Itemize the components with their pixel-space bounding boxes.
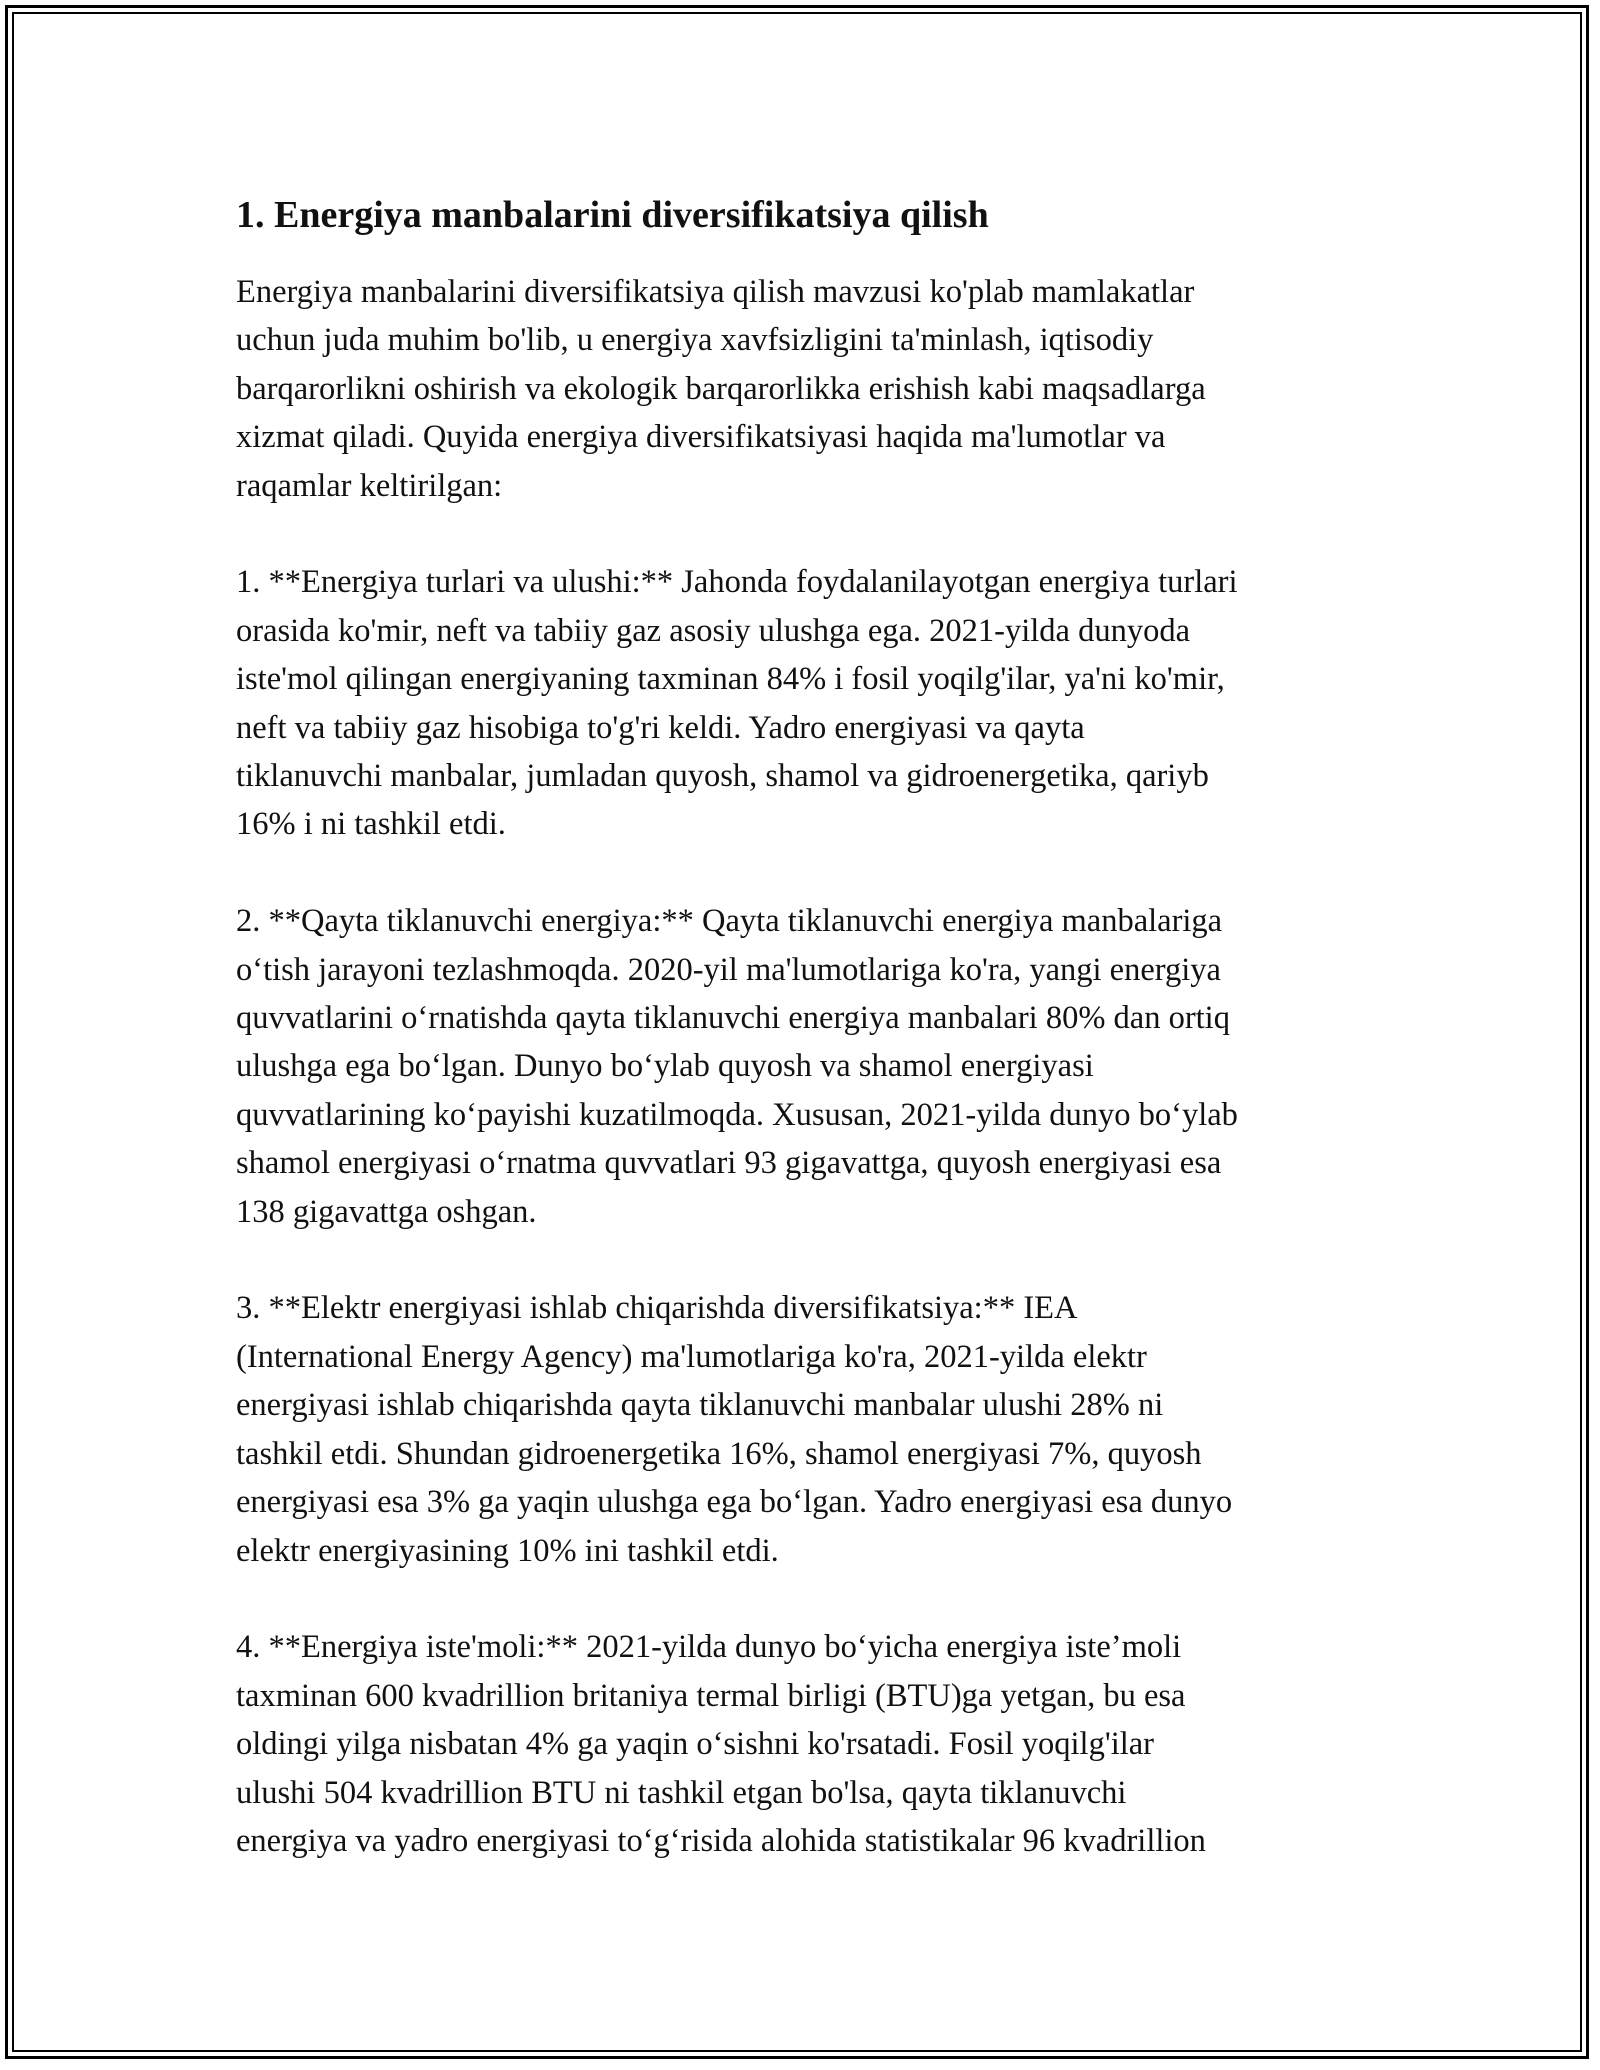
point-4-energy-consumption bbox=[236, 1623, 1376, 1865]
text-line: 1. **Energiya turlari va ulushi:** Jahonda foydalanilayotgan energiya turlari bbox=[236, 564, 1238, 601]
point-2-renewable-energy bbox=[236, 897, 1376, 1236]
document-body bbox=[236, 190, 1376, 1914]
text-line: quvvatlarining koʻpayishi kuzatilmoqda. Xususan, 2021-yilda dunyo boʻylab bbox=[236, 1096, 1238, 1133]
text-line: elektr energiyasining 10% ini tashkil etdi. bbox=[236, 1532, 779, 1569]
text-line: barqarorlikni oshirish va ekologik barqarorlikka erishish kabi maqsadlarga bbox=[236, 370, 1206, 407]
text-line: ulushga ega boʻlgan. Dunyo boʻylab quyosh va shamol energiyasi bbox=[236, 1048, 1094, 1085]
section-heading: 1. Energiya manbalarini diversifikatsiya qilish bbox=[236, 194, 989, 236]
text-line: neft va tabiiy gaz hisobiga to'g'ri keldi. Yadro energiyasi va qayta bbox=[236, 709, 1085, 746]
text-line: (International Energy Agency) ma'lumotlariga ko'ra, 2021-yilda elektr bbox=[236, 1338, 1147, 1375]
text-line: raqamlar keltirilgan: bbox=[236, 467, 503, 504]
text-line: energiyasi ishlab chiqarishda qayta tiklanuvchi manbalar ulushi 28% ni bbox=[236, 1387, 1164, 1424]
intro-paragraph bbox=[236, 268, 1376, 510]
point-1-energy-types bbox=[236, 558, 1376, 848]
text-line: tashkil etdi. Shundan gidroenergetika 16%, shamol energiyasi 7%, quyosh bbox=[236, 1435, 1202, 1472]
text-line: 4. **Energiya iste'moli:** 2021-yilda dunyo boʻyicha energiya iste’moli bbox=[236, 1629, 1182, 1666]
text-line: 3. **Elektr energiyasi ishlab chiqarishda diversifikatsiya:** IEA bbox=[236, 1290, 1078, 1327]
text-line: 2. **Qayta tiklanuvchi energiya:** Qayta tiklanuvchi energiya manbalariga bbox=[236, 903, 1223, 940]
text-line: orasida ko'mir, neft va tabiiy gaz asosiy ulushga ega. 2021-yilda dunyoda bbox=[236, 612, 1191, 649]
text-line: tiklanuvchi manbalar, jumladan quyosh, shamol va gidroenergetika, qariyb bbox=[236, 758, 1209, 795]
text-line: 16% i ni tashkil etdi. bbox=[236, 806, 506, 843]
text-line: Energiya manbalarini diversifikatsiya qilish mavzusi ko'plab mamlakatlar bbox=[236, 274, 1195, 310]
text-line: 138 gigavattga oshgan. bbox=[236, 1193, 537, 1230]
text-line: uchun juda muhim bo'lib, u energiya xavfsizligini ta'minlash, iqtisodiy bbox=[236, 322, 1154, 359]
text-line: taxminan 600 kvadrillion britaniya termal birligi (BTU)ga yetgan, bu esa bbox=[236, 1677, 1186, 1714]
text-line: shamol energiyasi oʻrnatma quvvatlari 93 gigavattga, quyosh energiyasi esa bbox=[236, 1145, 1222, 1182]
text-line: oldingi yilga nisbatan 4% ga yaqin oʻsishni ko'rsatadi. Fosil yoqilg'ilar bbox=[236, 1726, 1154, 1763]
text-line: oʻtish jarayoni tezlashmoqda. 2020-yil ma'lumotlariga ko'ra, yangi energiya bbox=[236, 951, 1221, 988]
text-line: ulushi 504 kvadrillion BTU ni tashkil etgan bo'lsa, qayta tiklanuvchi bbox=[236, 1774, 1127, 1811]
text-line: xizmat qiladi. Quyida energiya diversifikatsiyasi haqida ma'lumotlar va bbox=[236, 419, 1166, 456]
text-line: quvvatlarini oʻrnatishda qayta tiklanuvchi energiya manbalari 80% dan ortiq bbox=[236, 1000, 1230, 1037]
text-line: iste'mol qilingan energiyaning taxminan 84% i fosil yoqilg'ilar, ya'ni ko'mir, bbox=[236, 661, 1225, 698]
point-3-electricity-generation bbox=[236, 1284, 1376, 1574]
text-line: energiya va yadro energiyasi toʻgʻrisida alohida statistikalar 96 kvadrillion bbox=[236, 1822, 1206, 1859]
text-line: energiyasi esa 3% ga yaqin ulushga ega boʻlgan. Yadro energiyasi esa dunyo bbox=[236, 1484, 1233, 1521]
